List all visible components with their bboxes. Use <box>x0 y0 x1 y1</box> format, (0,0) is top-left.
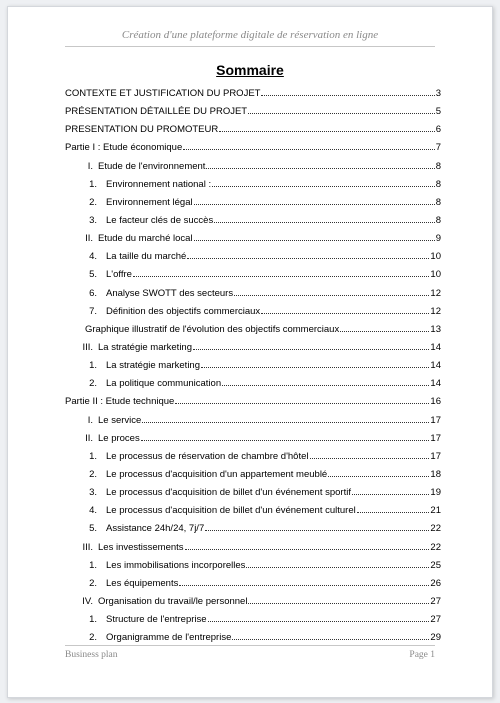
toc-entry-page: 14 <box>430 378 441 390</box>
toc-entry-page: 27 <box>430 614 441 626</box>
toc-entry-label: La politique communication <box>106 378 222 390</box>
dot-leader <box>183 149 434 150</box>
document-page <box>7 6 493 698</box>
toc-entry[interactable] <box>65 194 441 212</box>
toc-entry[interactable] <box>65 85 441 103</box>
toc-entry-number: 1. <box>89 450 97 462</box>
toc-entry-page: 9 <box>435 233 441 245</box>
toc-entry-page: 8 <box>435 214 441 226</box>
toc-entry[interactable] <box>65 375 441 393</box>
toc-entry-label: Le processus d'acquisition de billet d'un événement sportif <box>106 487 351 499</box>
dot-leader <box>219 131 434 132</box>
toc-entry-label: Environnement légal <box>106 196 193 208</box>
toc-entry-page: 8 <box>435 160 441 172</box>
toc-entry-label: Le facteur clés de succès <box>106 214 214 226</box>
toc-entry-page: 10 <box>430 269 441 281</box>
toc-entry-number: 3. <box>89 487 97 499</box>
footer-doc-name: Business plan <box>65 650 118 660</box>
toc-entry[interactable] <box>65 158 441 176</box>
toc-entry-page: 21 <box>430 505 441 517</box>
dot-leader <box>175 403 429 404</box>
toc-entry-number: 2. <box>89 196 97 208</box>
toc-entry-page: 12 <box>430 305 441 317</box>
dot-leader <box>141 440 430 441</box>
toc-entry-label: Le proces <box>98 432 140 444</box>
toc-entry-number: III. <box>82 341 93 353</box>
dot-leader <box>185 549 430 550</box>
toc-entry-label: Les immobilisations incorporelles <box>106 559 246 571</box>
toc-entry-page: 14 <box>430 360 441 372</box>
toc-entry-label: Etude du marché local <box>98 233 193 245</box>
toc-entry-label: Graphique illustratif de l'évolution des objectifs commerciaux <box>85 323 340 335</box>
dot-leader <box>193 349 429 350</box>
toc-entry-number: I. <box>87 160 93 172</box>
dot-leader <box>187 258 429 259</box>
dot-leader <box>340 331 429 332</box>
toc-entry-page: 17 <box>430 414 441 426</box>
dot-leader <box>212 186 435 187</box>
toc-entry[interactable] <box>65 103 441 121</box>
toc-entry-number: 6. <box>89 287 97 299</box>
toc-entry[interactable] <box>65 557 441 575</box>
dot-leader <box>205 530 429 531</box>
toc-entry-label: Les investissements <box>98 541 184 553</box>
toc-entry-number: 2. <box>89 632 97 644</box>
toc-entry[interactable] <box>65 430 441 448</box>
dot-leader <box>328 476 429 477</box>
dot-leader <box>232 639 429 640</box>
toc-entry-page: 5 <box>435 106 441 118</box>
toc-entry-page: 16 <box>430 396 441 408</box>
toc-entry[interactable] <box>65 611 441 629</box>
toc-entry-number: III. <box>82 541 93 553</box>
toc-entry[interactable] <box>65 357 441 375</box>
toc-entry-label: Les équipements <box>106 577 179 589</box>
toc-entry[interactable] <box>65 539 441 557</box>
toc-entry[interactable] <box>65 412 441 430</box>
table-of-contents <box>65 85 441 647</box>
toc-entry[interactable] <box>65 321 441 339</box>
toc-entry-label: Organisation du travail/le personnel <box>98 595 248 607</box>
dot-leader <box>201 367 429 368</box>
toc-entry-label: PRÉSENTATION DÉTAILLÉE DU PROJET <box>65 106 248 118</box>
dot-leader <box>261 95 434 96</box>
dot-leader <box>208 621 430 622</box>
toc-entry-label: Organigramme de l'entreprise <box>106 632 232 644</box>
toc-entry[interactable] <box>65 339 441 357</box>
toc-entry-number: I. <box>87 414 93 426</box>
toc-entry[interactable] <box>65 466 441 484</box>
dot-leader <box>310 458 430 459</box>
toc-entry-page: 8 <box>435 196 441 208</box>
toc-entry-number: 1. <box>89 614 97 626</box>
toc-entry-number: 4. <box>89 505 97 517</box>
toc-entry[interactable] <box>65 230 441 248</box>
dot-leader <box>261 313 429 314</box>
toc-entry-page: 26 <box>430 577 441 589</box>
toc-entry-page: 8 <box>435 178 441 190</box>
dot-leader <box>222 385 429 386</box>
toc-entry-page: 7 <box>435 142 441 154</box>
toc-entry-page: 29 <box>430 632 441 644</box>
toc-entry-label: Partie II : Etude technique <box>65 396 175 408</box>
toc-entry[interactable] <box>65 285 441 303</box>
toc-entry-page: 25 <box>430 559 441 571</box>
toc-entry[interactable] <box>65 593 441 611</box>
toc-entry-number: II. <box>85 233 93 245</box>
toc-entry-label: Environnement national : <box>106 178 212 190</box>
dot-leader <box>234 295 429 296</box>
toc-entry-page: 14 <box>430 341 441 353</box>
toc-entry-label: Analyse SWOTT des secteurs <box>106 287 234 299</box>
toc-entry-page: 10 <box>430 251 441 263</box>
toc-entry-number: 5. <box>89 523 97 535</box>
toc-entry-label: Définition des objectifs commerciaux <box>106 305 261 317</box>
dot-leader <box>133 276 429 277</box>
toc-entry[interactable] <box>65 448 441 466</box>
dot-leader <box>206 168 434 169</box>
toc-entry-label: La stratégie marketing <box>106 360 200 372</box>
toc-entry-number: 3. <box>89 214 97 226</box>
page-title: Sommaire <box>216 62 284 78</box>
toc-entry-number: 1. <box>89 360 97 372</box>
toc-entry-page: 17 <box>430 450 441 462</box>
toc-entry-label: Le processus d'acquisition de billet d'un événement culturel <box>106 505 356 517</box>
toc-entry-label: La taille du marché <box>106 251 187 263</box>
toc-entry-label: Le processus d'acquisition d'un appartement meublé <box>106 468 328 480</box>
dot-leader <box>246 567 429 568</box>
toc-entry[interactable] <box>65 139 441 157</box>
dot-leader <box>194 204 435 205</box>
toc-entry-label: La stratégie marketing <box>98 341 192 353</box>
dot-leader <box>179 585 429 586</box>
header-divider <box>65 46 435 47</box>
toc-entry[interactable] <box>65 575 441 593</box>
toc-entry[interactable] <box>65 484 441 502</box>
toc-entry-page: 17 <box>430 432 441 444</box>
toc-entry-number: 1. <box>89 559 97 571</box>
toc-entry[interactable] <box>65 248 441 266</box>
toc-entry-page: 22 <box>430 541 441 553</box>
toc-entry-label: Le service <box>98 414 142 426</box>
toc-entry-number: 4. <box>89 251 97 263</box>
toc-entry-page: 22 <box>430 523 441 535</box>
dot-leader <box>357 512 430 513</box>
toc-entry-number: 2. <box>89 577 97 589</box>
toc-entry-page: 12 <box>430 287 441 299</box>
dot-leader <box>142 422 429 423</box>
footer-divider <box>65 645 435 646</box>
toc-entry[interactable] <box>65 303 441 321</box>
toc-entry-page: 19 <box>430 487 441 499</box>
toc-entry[interactable] <box>65 121 441 139</box>
toc-entry-number: 1. <box>89 178 97 190</box>
dot-leader <box>194 240 435 241</box>
toc-entry[interactable] <box>65 212 441 230</box>
toc-entry[interactable] <box>65 502 441 520</box>
page-header: Création d'une plateforme digitale de réservation en ligne <box>121 29 379 41</box>
dot-leader <box>352 494 429 495</box>
toc-entry-number: 2. <box>89 378 97 390</box>
toc-entry[interactable] <box>65 266 441 284</box>
toc-entry-page: 3 <box>435 88 441 99</box>
toc-entry[interactable] <box>65 520 441 538</box>
toc-entry-label: PRESENTATION DU PROMOTEUR <box>65 124 219 136</box>
toc-entry-label: Le processus de réservation de chambre d'hôtel <box>106 450 309 462</box>
toc-entry-page: 13 <box>430 323 441 335</box>
footer-page-number: Page 1 <box>409 650 435 660</box>
toc-entry-page: 6 <box>435 124 441 136</box>
dot-leader <box>248 603 429 604</box>
toc-entry-number: IV. <box>82 595 93 607</box>
dot-leader <box>248 113 435 114</box>
toc-entry-number: 5. <box>89 269 97 281</box>
toc-entry-number: II. <box>85 432 93 444</box>
toc-entry-label: Partie I : Etude économique <box>65 142 183 154</box>
toc-entry-label: Assistance 24h/24, 7j/7 <box>106 523 205 535</box>
toc-entry-number: 7. <box>89 305 97 317</box>
toc-entry-label: Structure de l'entreprise <box>106 614 207 626</box>
toc-entry-label: CONTEXTE ET JUSTIFICATION DU PROJET <box>65 88 261 99</box>
toc-entry-label: L'offre <box>106 269 132 281</box>
toc-entry[interactable] <box>65 176 441 194</box>
toc-entry[interactable] <box>65 393 441 411</box>
toc-entry-page: 27 <box>430 595 441 607</box>
toc-entry-number: 2. <box>89 468 97 480</box>
dot-leader <box>214 222 435 223</box>
toc-entry-label: Etude de l'environnement <box>98 160 206 172</box>
toc-entry-page: 18 <box>430 468 441 480</box>
